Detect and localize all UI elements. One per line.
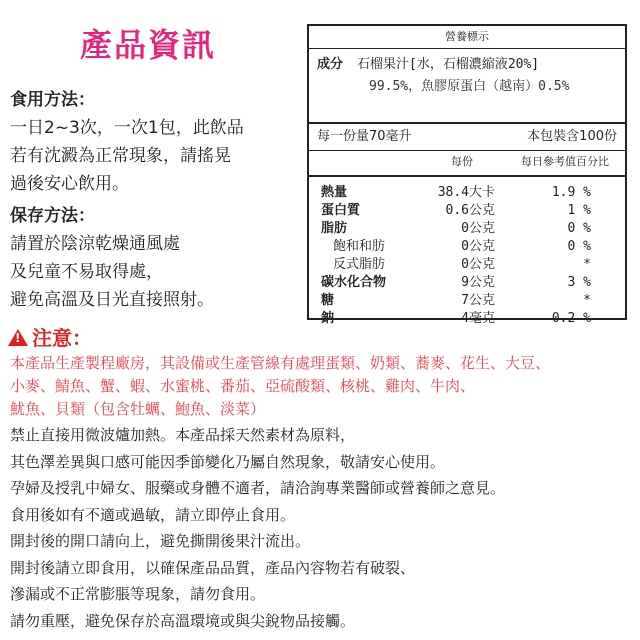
storage-heading: 保存方法： (10, 206, 95, 226)
nutrient-row (309, 256, 625, 274)
nutrient-row (309, 274, 625, 292)
nutrient-daily-pct: * (583, 293, 591, 308)
column-per-serving: 每份 (451, 155, 473, 168)
nutrient-daily-pct: 0 % (567, 239, 591, 254)
nutrient-name: 飽和和肪 (333, 239, 386, 254)
nutrient-value: 0.6公克 (445, 203, 495, 218)
nutrient-value: 7公克 (461, 293, 495, 308)
nutrient-name: 熱量 (321, 185, 348, 200)
nutrient-daily-pct: 0.2 % (551, 311, 591, 326)
note-line: 開封後的開口請向上，避免撕開後果汁流出。 (10, 532, 311, 550)
column-header (309, 149, 625, 177)
nutrient-name: 鈉 (321, 311, 335, 326)
nutrient-value: 0公克 (461, 221, 495, 236)
serving-size: 每一份量70毫升 (317, 129, 412, 144)
usage-heading: 食用方法： (10, 90, 95, 110)
note-line: 開封後請立即食用，以確保產品品質，產品內容物若有破裂、 (10, 558, 416, 577)
nutrient-rows (309, 184, 625, 328)
nutrient-value: 38.4大卡 (437, 185, 495, 200)
storage-section (10, 202, 214, 314)
page-title: 產品資訊 (80, 26, 217, 64)
nutrient-row (309, 184, 625, 202)
servings-per-pack: 本包裝含100份 (527, 129, 617, 144)
nutrient-value: 0公克 (461, 257, 495, 272)
nutrient-value: 4毫克 (461, 311, 495, 326)
nutrient-row (309, 238, 625, 256)
usage-section (10, 86, 244, 198)
note-line: 禁止直接用微波爐加熱。本產品採天然素材為原料， (10, 426, 356, 444)
nutrient-name: 反式脂肪 (333, 257, 386, 272)
nutrient-value: 0公克 (461, 239, 495, 254)
note-line: 滲漏或不正常膨脹等現象，請勿食用。 (10, 585, 266, 603)
warning-heading-text: 注意： (32, 326, 92, 350)
nutrition-facts-table (307, 24, 627, 326)
nutrient-daily-pct: * (583, 257, 591, 272)
ingredients-line: 石榴果汁[水，石榴濃縮液20%] (357, 57, 540, 72)
usage-line: 過後安心飲用。 (10, 174, 129, 194)
nutrient-name: 脂肪 (321, 221, 348, 236)
ingredients-label: 成分 (317, 57, 344, 72)
allergen-line: 魷魚、貝類（包含牡蠣、鮑魚、淡菜） (10, 400, 266, 418)
allergen-line: 小麥、鯖魚、蟹、蝦、水蜜桃、番茄、亞硫酸類、核桃、雞肉、牛肉、 (10, 377, 476, 395)
nutrient-daily-pct: 3 % (567, 275, 591, 290)
nutrient-row (309, 220, 625, 238)
ingredients-line: 99.5%，魚膠原蛋白（越南）0.5% (369, 79, 570, 94)
nutrient-row (309, 310, 625, 328)
note-line: 食用後如有不適或過敏，請立即停止食用。 (10, 505, 296, 524)
storage-line: 避免高溫及日光直接照射。 (10, 290, 214, 310)
usage-line: 一日2~3次，一次1包，此飲品 (10, 118, 244, 138)
nutrient-daily-pct: 0 % (567, 221, 591, 236)
nutrient-row (309, 292, 625, 310)
allergen-notice (10, 352, 550, 421)
column-daily-value: 每日參考值百分比 (521, 155, 609, 168)
nutrient-value: 9公克 (461, 275, 495, 290)
warning-heading (8, 322, 92, 351)
caution-notes (10, 422, 505, 634)
nutrient-name: 糖 (321, 293, 335, 308)
nutrient-name: 蛋白質 (321, 203, 361, 218)
warning-icon (8, 329, 28, 346)
nutrient-daily-pct: 1 % (567, 203, 591, 218)
note-line: 其色澤差異與口感可能因季節變化乃屬自然現象，敬請安心使用。 (10, 452, 446, 471)
nutrient-daily-pct: 1.9 % (551, 185, 591, 200)
allergen-line: 本產品生產製程廠房，其設備或生產管線有處理蛋類、奶類、蕎麥、花生、大豆、 (10, 354, 551, 372)
usage-line: 若有沈澱為正常現象，請搖晃 (10, 146, 231, 166)
serving-row (309, 122, 625, 151)
storage-line: 請置於陰涼乾燥通風處 (10, 234, 180, 254)
note-line: 孕婦及授乳中婦女、服藥或身體不適者，請洽詢專業醫師或營養師之意見。 (10, 479, 506, 497)
storage-line: 及兒童不易取得處， (10, 262, 163, 282)
nutrition-header: 營養標示 (309, 26, 625, 49)
note-line: 請勿重壓，避免保存於高溫環境或與尖銳物品接觸。 (10, 611, 356, 630)
nutrient-name: 碳水化合物 (321, 275, 387, 290)
nutrient-row (309, 202, 625, 220)
ingredients (317, 54, 569, 98)
